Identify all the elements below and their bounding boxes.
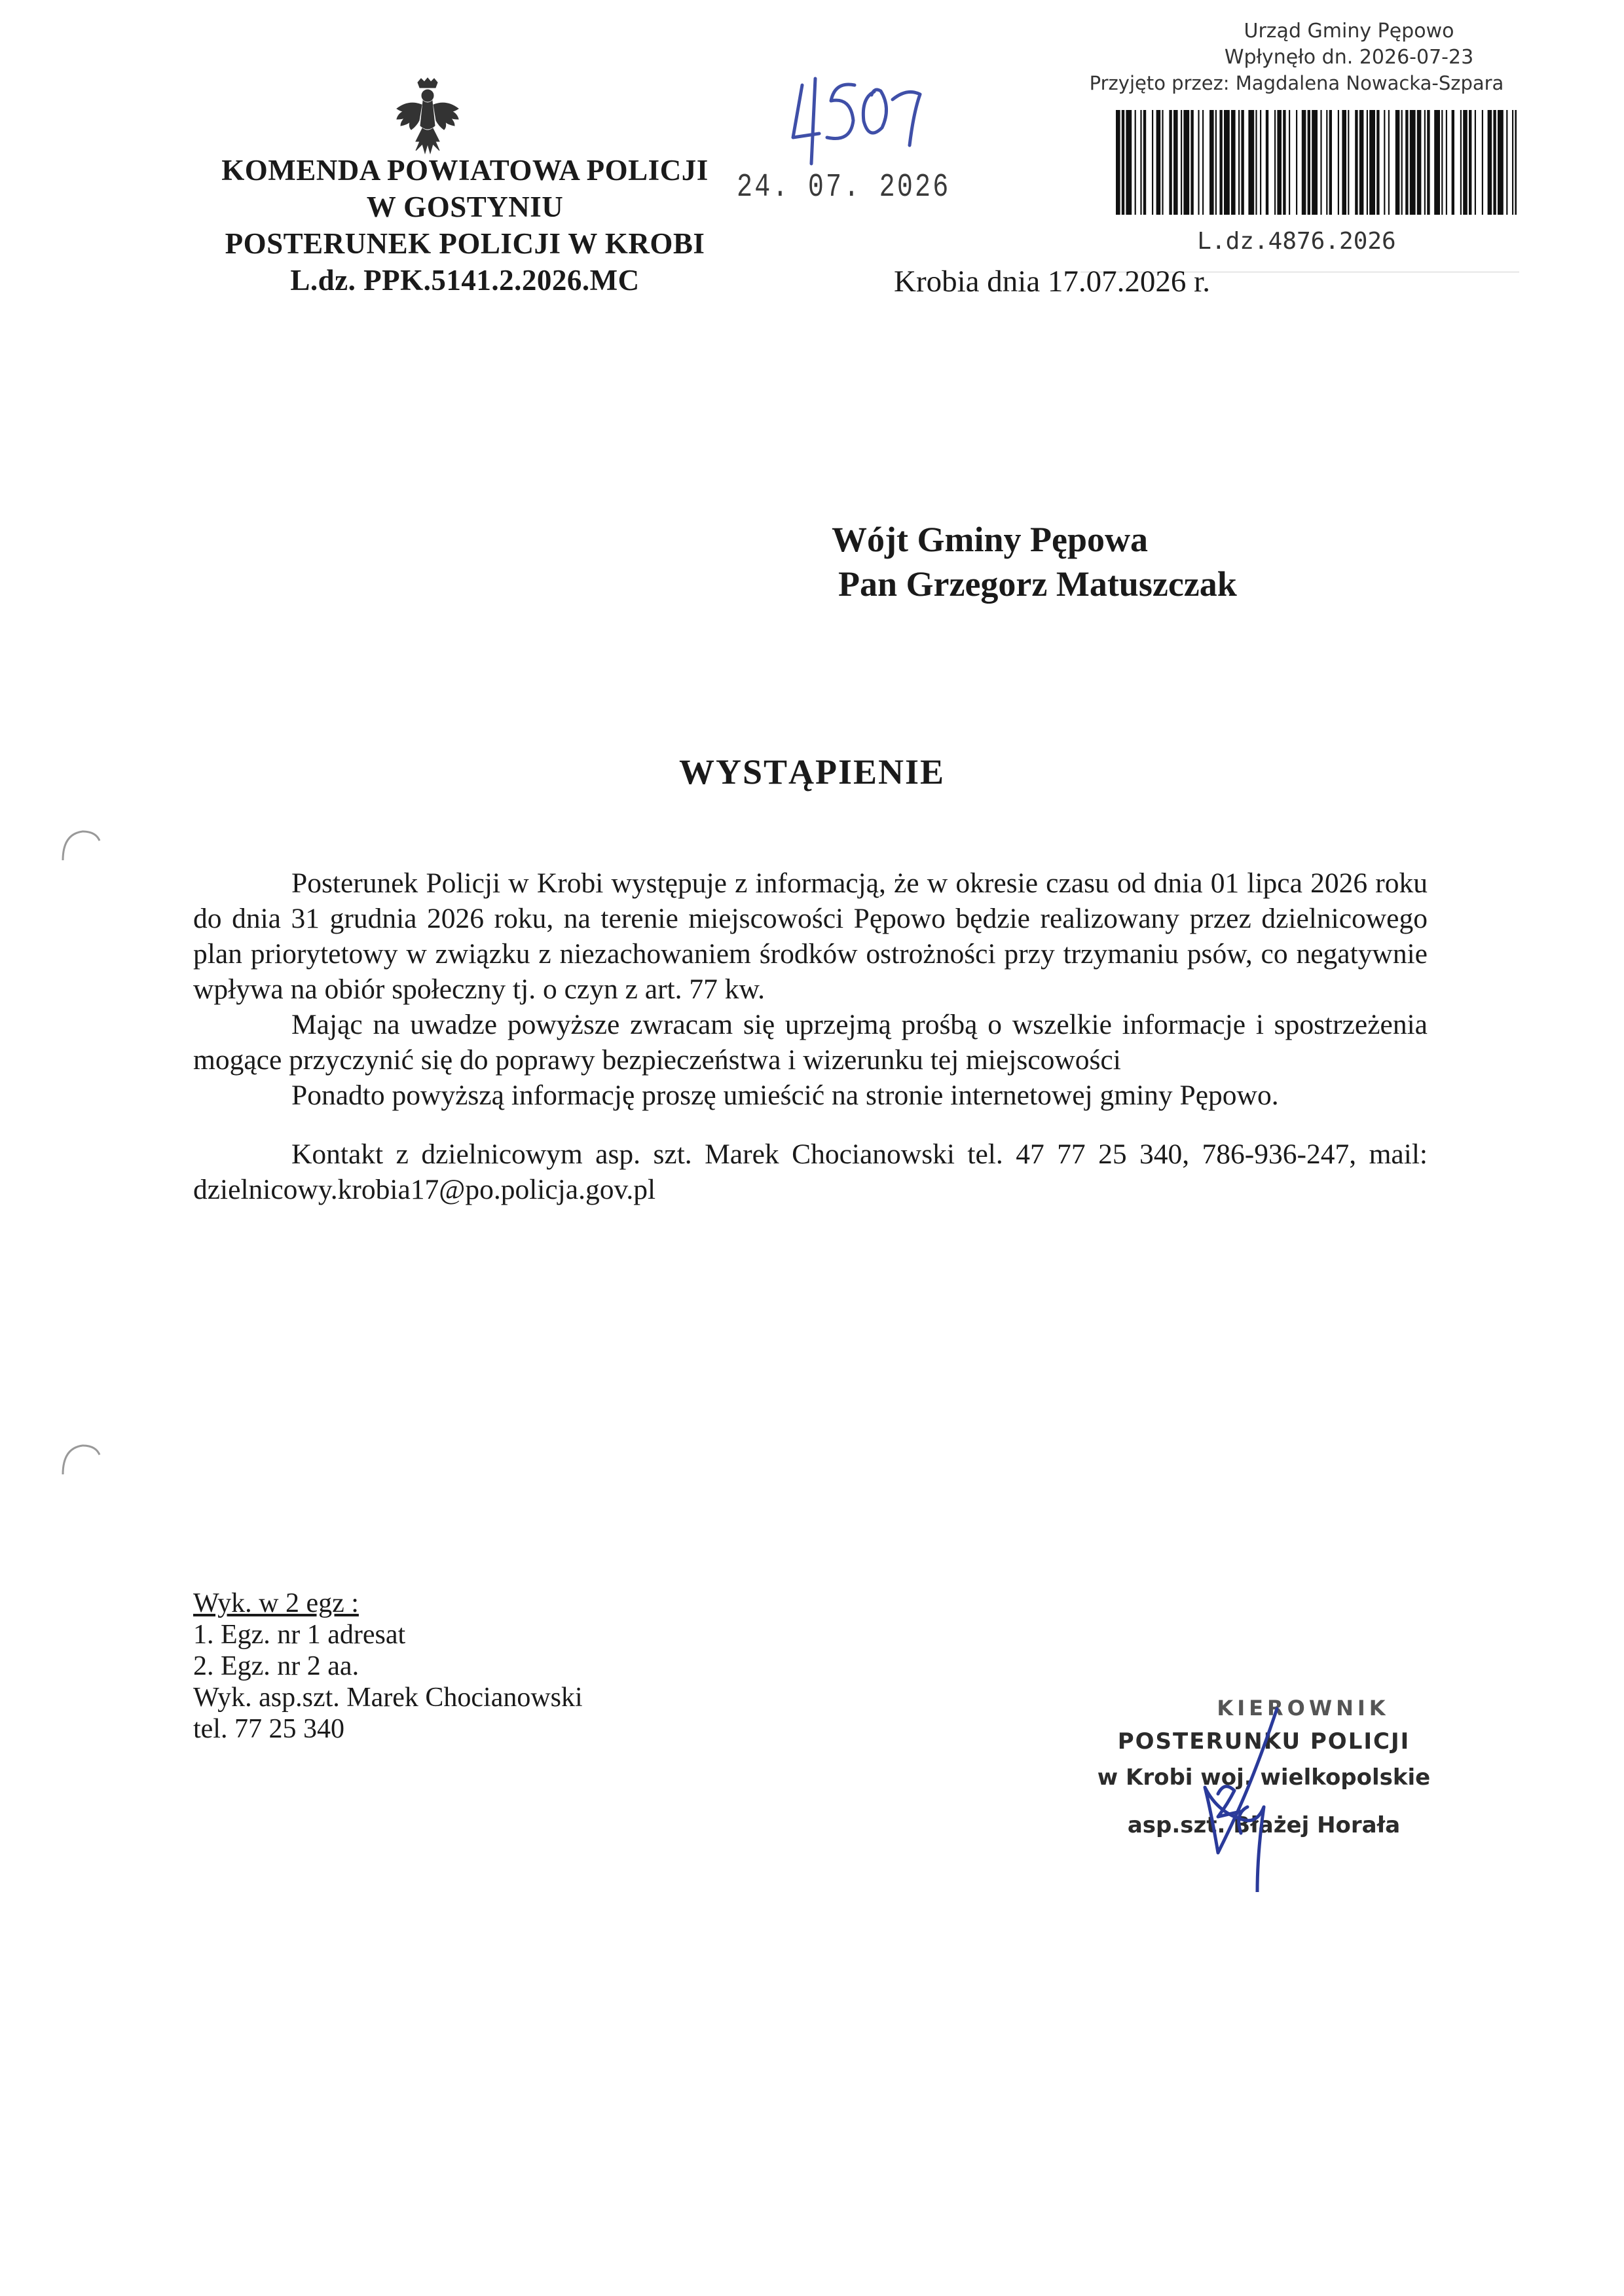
signature-stamp-line-1: KIEROWNIK — [1217, 1696, 1390, 1721]
body-paragraph-4: Kontakt z dzielnicowym asp. szt. Marek Chocianowski tel. 47 77 25 340, 786-936-247, mail: dzielnicowy.krobia17@po.policja.gov.pl — [193, 1139, 1428, 1205]
addressee-line-1: Wójt Gminy Pępowa — [832, 520, 1148, 559]
registry-received-date: Wpłynęło dn. 2026-07-23 — [1224, 46, 1474, 69]
sender-header — [183, 152, 747, 299]
handwritten-signature — [1179, 1696, 1336, 1892]
letter-body — [193, 866, 1428, 1207]
sender-line-2: W GOSTYNIU — [366, 191, 564, 223]
punch-hole — [58, 1440, 103, 1480]
prepared-by-phone: tel. 77 25 340 — [193, 1714, 344, 1744]
registry-number: L.dz.4876.2026 — [1197, 228, 1396, 255]
prepared-by: Wyk. asp.szt. Marek Chocianowski — [193, 1683, 583, 1713]
polish-eagle-icon — [392, 77, 464, 159]
punch-hole — [58, 826, 103, 866]
sender-line-3: POSTERUNEK POLICJI W KROBI — [225, 227, 705, 260]
copies-footer — [193, 1588, 583, 1745]
document-title: WYSTĄPIENIE — [678, 752, 946, 792]
addressee — [832, 517, 1237, 606]
registry-accepted-by: Przyjęto przez: Magdalena Nowacka-Szpara — [1089, 72, 1504, 94]
barcode-icon — [1113, 110, 1519, 215]
sender-line-1: KOMENDA POWIATOWA POLICJI — [221, 154, 709, 187]
registry-office: Urząd Gminy Pępowo — [1244, 20, 1454, 43]
signature-stamp-line-3: w Krobi woj. wielkopolskie — [1097, 1764, 1431, 1791]
signature-stamp-line-4: asp.szt. Błażej Horała — [1127, 1812, 1401, 1838]
place-and-date: Krobia dnia 17.07.2026 r. — [894, 264, 1210, 299]
body-paragraph-2: Mając na uwadze powyższe zwracam się uprzejmą prośbą o wszelkie informacje i spostrzeżenia mogące przyczynić się do poprawy bezpieczeństwa i wizerunku tej miejscowości — [193, 1009, 1428, 1076]
signature-stamp-line-2: POSTERUNKU POLICJI — [1117, 1728, 1411, 1755]
addressee-line-2: Pan Grzegorz Matuszczak — [838, 564, 1237, 604]
date-stamp: 24. 07. 2026 — [737, 169, 951, 206]
body-paragraph-1: Posterunek Policji w Krobi występuje z informacją, że w okresie czasu od dnia 01 lipca 2026 roku do dnia 31 grudnia 2026 roku, na terenie miejscowości Pępowo będzie realizowany przez dzielnicowego plan priorytetowy w związku z niezachowaniem środków ostrożności przy trzymaniu psów, co negatywnie wpływa na obiór społeczny tj. o czyn z art. 77 kw. — [193, 867, 1428, 1005]
copies-heading: Wyk. w 2 egz : — [193, 1588, 359, 1618]
copy-1: 1. Egz. nr 1 adresat — [193, 1620, 406, 1650]
reference-number: L.dz. PPK.5141.2.2026.MC — [290, 264, 640, 297]
body-paragraph-3: Ponadto powyższą informację proszę umieścić na stronie internetowej gminy Pępowo. — [291, 1080, 1279, 1111]
copy-2: 2. Egz. nr 2 aa. — [193, 1651, 360, 1681]
handwritten-number — [783, 65, 946, 177]
